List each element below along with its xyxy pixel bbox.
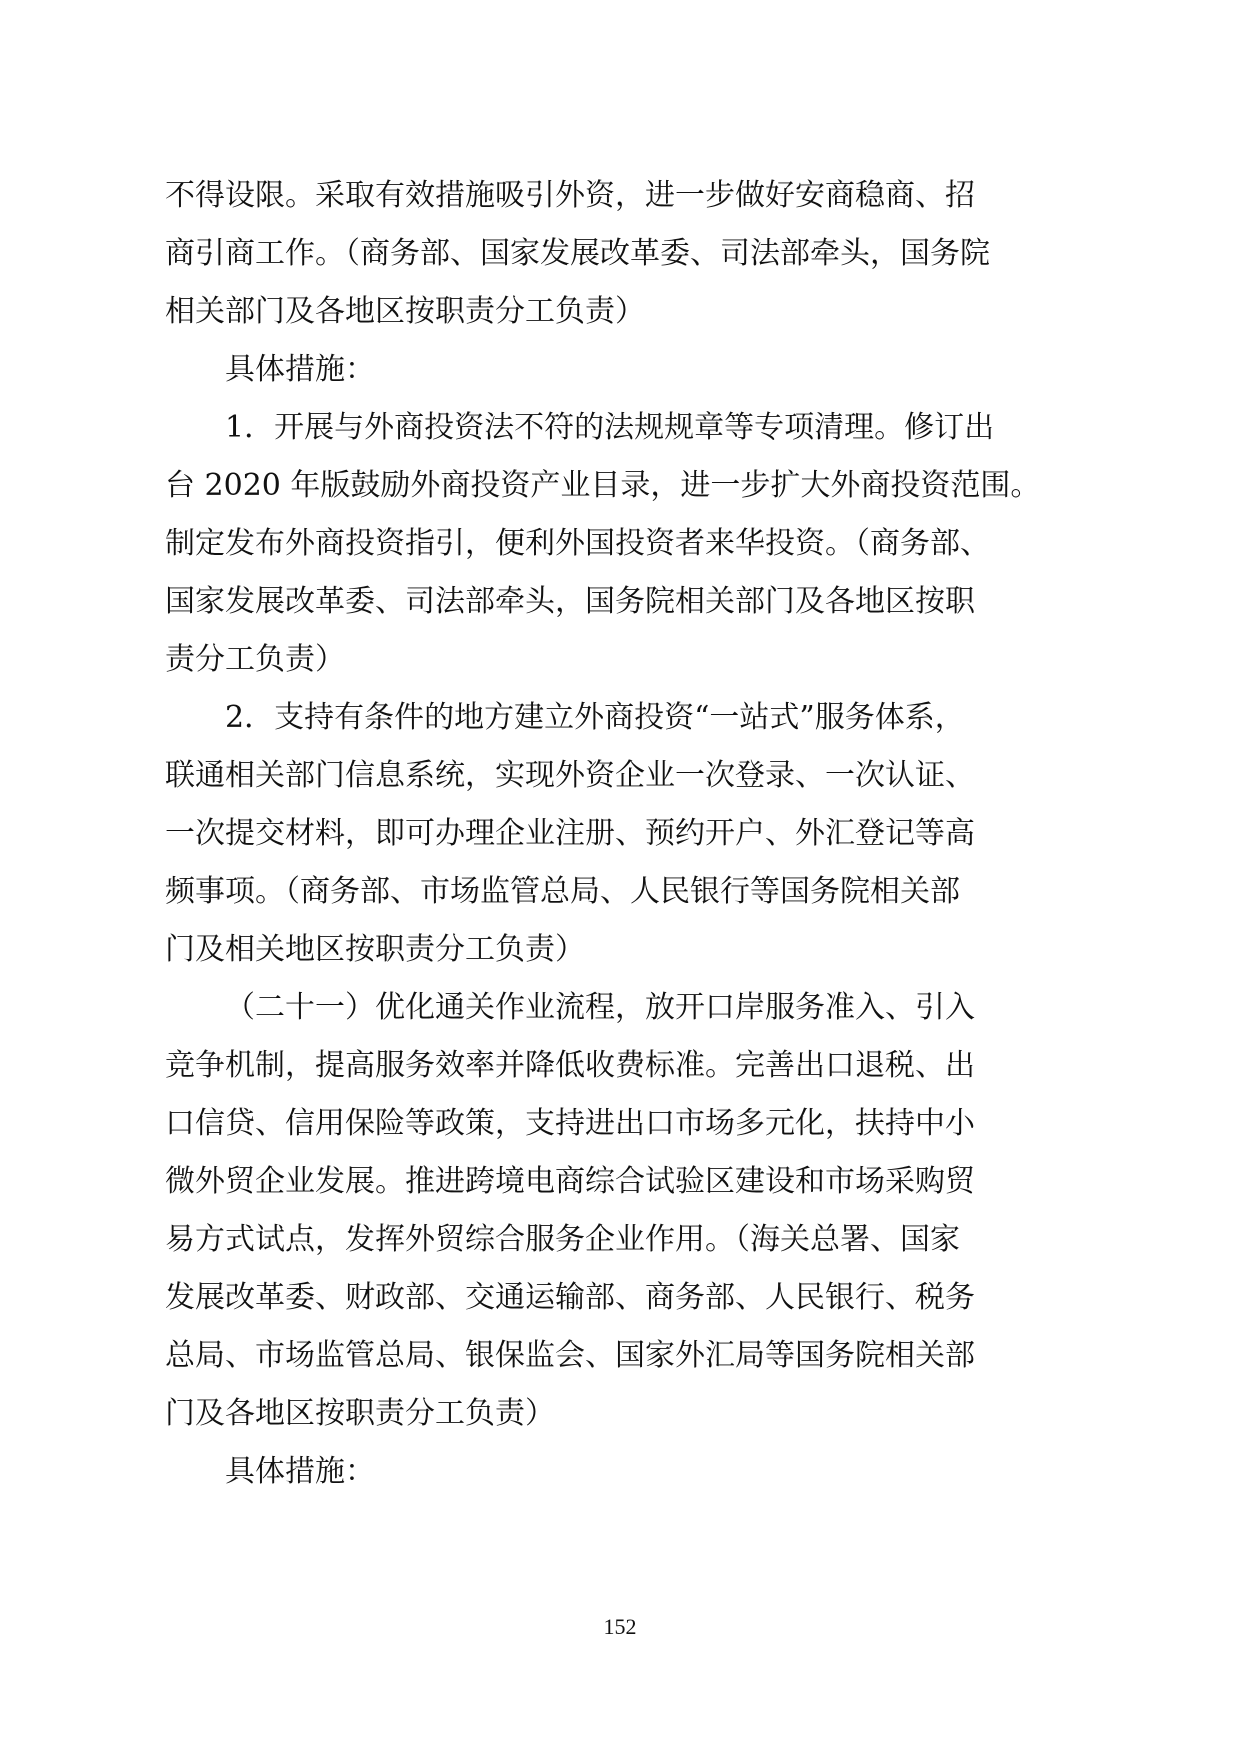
body-text-line: 责分工负责） [165, 642, 345, 677]
body-text-line: （二十一）优化通关作业流程，放开口岸服务准入、引入 [225, 990, 975, 1025]
body-text-line: 频事项。（商务部、市场监管总局、人民银行等国务院相关部 [165, 874, 960, 909]
body-text-line: 2．支持有条件的地方建立外商投资“一站式”服务体系， [225, 700, 965, 735]
page-number: 152 [603, 1614, 637, 1639]
body-text-line: 门及各地区按职责分工负责） [165, 1396, 555, 1431]
body-text-line: 国家发展改革委、司法部牵头，国务院相关部门及各地区按职 [165, 584, 975, 619]
body-text-line: 发展改革委、财政部、交通运输部、商务部、人民银行、税务 [165, 1280, 975, 1315]
section-label: 具体措施： [225, 352, 375, 387]
body-text-line: 门及相关地区按职责分工负责） [165, 932, 585, 967]
body-text-line: 相关部门及各地区按职责分工负责） [165, 294, 645, 329]
body-text-line: 微外贸企业发展。推进跨境电商综合试验区建设和市场采购贸 [165, 1164, 975, 1199]
body-text-line: 口信贷、信用保险等政策，支持进出口市场多元化，扶持中小 [165, 1106, 975, 1141]
body-text-line: 台 2020 年版鼓励外商投资产业目录，进一步扩大外商投资范围。 [165, 468, 1041, 503]
body-text-line: 易方式试点，发挥外贸综合服务企业作用。（海关总署、国家 [165, 1222, 960, 1257]
body-text-line: 不得设限。采取有效措施吸引外资，进一步做好安商稳商、招 [165, 178, 975, 213]
body-text-line: 1．开展与外商投资法不符的法规规章等专项清理。修订出 [225, 410, 995, 445]
body-text-line: 总局、市场监管总局、银保监会、国家外汇局等国务院相关部 [165, 1338, 975, 1373]
body-text-line: 竞争机制，提高服务效率并降低收费标准。完善出口退税、出 [165, 1048, 975, 1083]
body-text-line: 商引商工作。（商务部、国家发展改革委、司法部牵头，国务院 [165, 236, 990, 271]
body-text-line: 制定发布外商投资指引，便利外国投资者来华投资。（商务部、 [165, 526, 990, 561]
body-text-line: 一次提交材料，即可办理企业注册、预约开户、外汇登记等高 [165, 816, 975, 851]
body-text-line: 联通相关部门信息系统，实现外资企业一次登录、一次认证、 [165, 758, 975, 793]
section-label: 具体措施： [225, 1454, 375, 1489]
